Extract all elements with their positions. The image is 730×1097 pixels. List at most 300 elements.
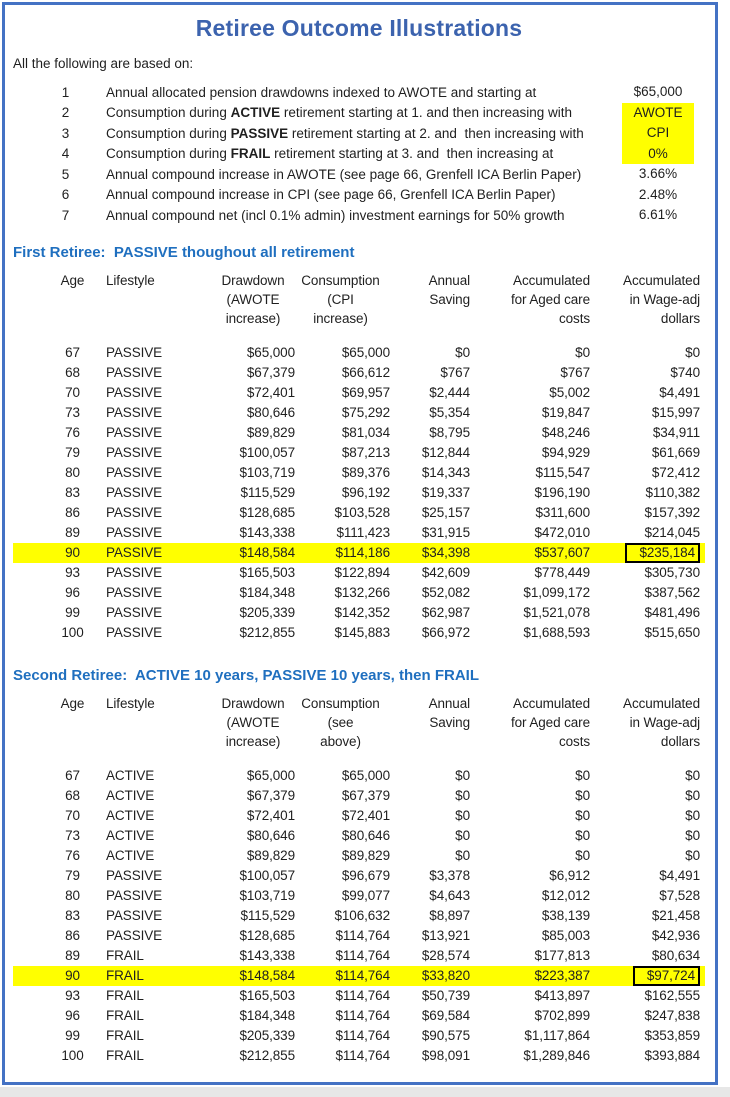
cell-annual-saving: $90,575 xyxy=(421,1028,470,1043)
cell-age: 86 xyxy=(65,505,80,520)
assumption-text-prefix: Annual compound increase in AWOTE (see page 66, Grenfell ICA Berlin Paper) xyxy=(106,166,582,182)
cell-age: 90 xyxy=(40,966,105,986)
cell-drawdown: $67,379 xyxy=(246,788,295,803)
cell-age: 68 xyxy=(65,365,80,380)
cell-lifestyle: PASSIVE xyxy=(106,445,163,460)
cell-wage-adj: $0 xyxy=(685,848,700,863)
cell-drawdown: $80,646 xyxy=(246,405,295,420)
cell-age: 86 xyxy=(65,928,80,943)
cell-drawdown: $184,348 xyxy=(239,585,295,600)
row-spacer xyxy=(13,363,40,383)
cell-age: 96 xyxy=(65,585,80,600)
cell-age: 68 xyxy=(65,788,80,803)
row-spacer xyxy=(13,503,40,523)
assumption-text xyxy=(106,85,536,100)
assumption-row xyxy=(13,164,705,185)
column-header-wage-adj xyxy=(595,694,705,751)
cell-age: 83 xyxy=(65,485,80,500)
header-line: Saving xyxy=(429,291,470,307)
column-header-age xyxy=(40,694,105,751)
cell-consumption: $80,646 xyxy=(341,828,390,843)
cell-wage-adj: $393,884 xyxy=(644,1048,700,1063)
cell-wage-adj: $0 xyxy=(685,828,700,843)
table-header-row xyxy=(13,271,705,328)
cell-drawdown: $100,057 xyxy=(239,445,295,460)
assumption-value: 3.66% xyxy=(638,166,678,181)
assumption-number: 6 xyxy=(61,187,70,203)
cell-annual-saving: $33,820 xyxy=(395,966,475,986)
assumption-text-suffix: retirement starting at 2. and then increasing with xyxy=(288,125,584,141)
cell-wage-adj: $387,562 xyxy=(644,585,700,600)
cell-wage-adj: $61,669 xyxy=(651,445,700,460)
cell-annual-saving: $0 xyxy=(455,828,470,843)
cell-wage-adj: $4,491 xyxy=(659,868,700,883)
cell-drawdown: $72,401 xyxy=(246,385,295,400)
row-spacer xyxy=(13,1046,40,1066)
cell-consumption: $103,528 xyxy=(334,505,390,520)
cell-consumption: $114,764 xyxy=(335,1048,390,1063)
cell-age: 70 xyxy=(65,808,80,823)
cell-lifestyle: PASSIVE xyxy=(105,543,220,563)
cell-consumption: $114,764 xyxy=(335,1028,390,1043)
cell-drawdown: $65,000 xyxy=(246,345,295,360)
cell-wage-adj: $0 xyxy=(685,808,700,823)
cell-wage-adj: $21,458 xyxy=(651,908,700,923)
assumption-text-prefix: Annual allocated pension drawdowns indexed to AWOTE and starting at xyxy=(106,84,537,100)
cell-drawdown: $103,719 xyxy=(239,888,295,903)
assumption-value: 6.61% xyxy=(638,207,678,222)
cell-drawdown: $115,529 xyxy=(240,485,295,500)
cell-drawdown: $89,829 xyxy=(246,848,295,863)
row-spacer xyxy=(13,986,40,1006)
cell-age: 100 xyxy=(61,625,84,640)
header-line: dollars xyxy=(660,733,700,749)
row-spacer xyxy=(13,806,40,826)
row-spacer xyxy=(13,1026,40,1046)
header-line: costs xyxy=(558,310,590,326)
cell-wage-adj: $0 xyxy=(685,788,700,803)
cell-consumption: $87,213 xyxy=(341,445,390,460)
table-row xyxy=(13,443,705,463)
gap-cell xyxy=(13,328,705,343)
header-line: in Wage-adj xyxy=(629,714,700,730)
header-line: (see xyxy=(327,714,354,730)
cell-age: 70 xyxy=(65,385,80,400)
table-row xyxy=(13,563,705,583)
cell-annual-saving: $28,574 xyxy=(421,948,470,963)
cell-aged-care: $702,899 xyxy=(534,1008,590,1023)
cell-lifestyle: PASSIVE xyxy=(106,465,163,480)
cell-annual-saving: $4,643 xyxy=(429,888,470,903)
cell-annual-saving: $8,795 xyxy=(429,425,470,440)
cell-age: 96 xyxy=(65,1008,80,1023)
cell-aged-care: $0 xyxy=(575,788,590,803)
column-header-consumption xyxy=(300,271,395,328)
cell-wage-adj: $162,555 xyxy=(644,988,700,1003)
header-spacer xyxy=(13,694,40,751)
cell-lifestyle: PASSIVE xyxy=(106,908,163,923)
cell-age: 93 xyxy=(65,988,80,1003)
assumption-text xyxy=(106,187,556,202)
cell-consumption: $65,000 xyxy=(341,768,390,783)
cell-wage-adj: $110,382 xyxy=(645,485,700,500)
cell-annual-saving: $34,398 xyxy=(395,543,475,563)
header-line: dollars xyxy=(660,310,700,326)
cell-age: 90 xyxy=(40,543,105,563)
header-line: increase) xyxy=(225,310,281,326)
cell-consumption: $142,352 xyxy=(334,605,390,620)
header-line: for Aged care xyxy=(510,291,590,307)
retiree-section xyxy=(13,244,705,643)
column-header-wage-adj xyxy=(595,271,705,328)
cell-drawdown: $65,000 xyxy=(246,768,295,783)
assumption-text xyxy=(106,167,581,182)
table-body xyxy=(13,751,705,1066)
header-line: increase) xyxy=(313,310,368,326)
column-header-consumption xyxy=(300,694,395,751)
cell-lifestyle: FRAIL xyxy=(106,1048,144,1063)
table-row xyxy=(13,846,705,866)
cell-lifestyle: PASSIVE xyxy=(106,345,163,360)
cell-wage-adj xyxy=(595,966,705,986)
cell-drawdown: $67,379 xyxy=(246,365,295,380)
cell-lifestyle: PASSIVE xyxy=(106,425,163,440)
row-spacer xyxy=(13,483,40,503)
cell-aged-care: $38,139 xyxy=(541,908,590,923)
table-row xyxy=(13,503,705,523)
retiree-section xyxy=(13,667,705,1066)
header-line: Consumption xyxy=(301,272,380,288)
cell-consumption: $66,612 xyxy=(341,365,390,380)
table-row xyxy=(13,343,705,363)
row-spacer xyxy=(13,443,40,463)
cell-consumption: $114,186 xyxy=(300,543,395,563)
cell-aged-care: $767 xyxy=(560,365,590,380)
cell-aged-care: $94,929 xyxy=(541,445,590,460)
table-header xyxy=(13,271,705,328)
table-row xyxy=(13,766,705,786)
assumption-number: 2 xyxy=(61,105,70,121)
cell-consumption: $145,883 xyxy=(334,625,390,640)
cell-wage-adj: $740 xyxy=(670,365,700,380)
cell-lifestyle: ACTIVE xyxy=(106,828,155,843)
cell-consumption: $89,376 xyxy=(341,465,390,480)
cell-consumption: $69,957 xyxy=(341,385,390,400)
header-line: above) xyxy=(320,733,361,749)
cell-aged-care: $12,012 xyxy=(541,888,590,903)
cell-age: 100 xyxy=(61,1048,84,1063)
intro-text: All the following are based on: xyxy=(13,56,194,71)
assumption-text xyxy=(106,126,584,141)
row-spacer xyxy=(13,906,40,926)
cell-aged-care: $0 xyxy=(575,828,590,843)
header-line: Annual xyxy=(428,272,470,288)
cell-annual-saving: $0 xyxy=(455,808,470,823)
assumption-text-prefix: Consumption during xyxy=(106,125,231,141)
cell-age: 73 xyxy=(65,405,80,420)
header-line: Saving xyxy=(429,714,470,730)
cell-annual-saving: $25,157 xyxy=(421,505,470,520)
cell-aged-care: $1,289,846 xyxy=(523,1048,590,1063)
column-header-aged-care xyxy=(475,694,595,751)
cell-aged-care: $5,002 xyxy=(549,385,590,400)
cell-aged-care: $196,190 xyxy=(534,485,590,500)
header-line: Accumulated xyxy=(623,272,700,288)
table-row xyxy=(13,383,705,403)
cell-age: 79 xyxy=(65,445,80,460)
cell-lifestyle: PASSIVE xyxy=(106,928,163,943)
table-row xyxy=(13,866,705,886)
cell-annual-saving: $98,091 xyxy=(421,1048,470,1063)
cell-lifestyle: PASSIVE xyxy=(106,485,163,500)
retiree-table xyxy=(13,271,705,643)
cell-lifestyle: ACTIVE xyxy=(106,808,155,823)
header-line: Accumulated xyxy=(513,272,590,288)
cell-aged-care: $0 xyxy=(575,345,590,360)
cell-lifestyle: PASSIVE xyxy=(106,605,163,620)
cell-age: 73 xyxy=(65,828,80,843)
cell-consumption: $75,292 xyxy=(341,405,390,420)
row-spacer xyxy=(13,423,40,443)
cell-wage-adj: $481,496 xyxy=(644,605,700,620)
cell-lifestyle: FRAIL xyxy=(106,1008,144,1023)
assumptions-list xyxy=(13,82,705,226)
assumption-bold-term: ACTIVE xyxy=(230,105,281,121)
assumption-row xyxy=(13,185,705,206)
cell-annual-saving: $767 xyxy=(440,365,470,380)
assumption-row xyxy=(13,205,705,226)
table-row xyxy=(13,1026,705,1046)
cell-wage-adj: $15,997 xyxy=(651,405,700,420)
cell-annual-saving: $12,844 xyxy=(421,445,470,460)
cell-wage-adj: $0 xyxy=(685,345,700,360)
cell-lifestyle: PASSIVE xyxy=(106,888,163,903)
header-line: Accumulated xyxy=(513,695,590,711)
assumption-row xyxy=(13,123,705,144)
row-spacer xyxy=(13,826,40,846)
cell-drawdown: $184,348 xyxy=(239,1008,295,1023)
cell-aged-care: $115,547 xyxy=(535,465,590,480)
header-line: Lifestyle xyxy=(106,695,155,711)
assumption-row xyxy=(13,103,705,124)
cell-lifestyle: PASSIVE xyxy=(106,525,163,540)
table-row xyxy=(13,403,705,423)
cell-consumption: $67,379 xyxy=(341,788,390,803)
assumption-number: 7 xyxy=(61,207,70,223)
cell-age: 80 xyxy=(65,888,80,903)
cell-annual-saving: $5,354 xyxy=(429,405,470,420)
boxed-value: $235,184 xyxy=(625,543,700,563)
cell-wage-adj: $353,859 xyxy=(644,1028,700,1043)
assumption-number: 3 xyxy=(61,125,70,141)
cell-drawdown: $128,685 xyxy=(239,505,295,520)
cell-consumption: $114,764 xyxy=(300,966,395,986)
row-spacer xyxy=(13,583,40,603)
cell-wage-adj: $4,491 xyxy=(659,385,700,400)
cell-drawdown: $205,339 xyxy=(239,1028,295,1043)
cell-lifestyle: FRAIL xyxy=(106,988,144,1003)
column-header-lifestyle xyxy=(105,271,220,328)
cell-annual-saving: $66,972 xyxy=(421,625,470,640)
assumption-number: 4 xyxy=(61,146,70,162)
cell-age: 89 xyxy=(65,948,80,963)
cell-lifestyle: PASSIVE xyxy=(106,405,163,420)
cell-drawdown: $100,057 xyxy=(239,868,295,883)
row-spacer xyxy=(13,543,40,563)
cell-drawdown: $205,339 xyxy=(239,605,295,620)
table-row xyxy=(13,523,705,543)
cell-age: 80 xyxy=(65,465,80,480)
cell-drawdown: $143,338 xyxy=(239,948,295,963)
cell-drawdown: $115,529 xyxy=(240,908,295,923)
row-spacer xyxy=(13,343,40,363)
cell-consumption: $81,034 xyxy=(341,425,390,440)
row-spacer xyxy=(13,603,40,623)
cell-annual-saving: $0 xyxy=(455,768,470,783)
row-spacer xyxy=(13,403,40,423)
header-line: Annual xyxy=(428,695,470,711)
row-spacer xyxy=(13,926,40,946)
row-spacer xyxy=(13,786,40,806)
cell-aged-care: $19,847 xyxy=(541,405,590,420)
header-line: Age xyxy=(60,272,85,288)
cell-consumption: $96,679 xyxy=(341,868,390,883)
row-spacer xyxy=(13,563,40,583)
cell-age: 99 xyxy=(65,1028,80,1043)
cell-aged-care: $1,117,864 xyxy=(524,1028,590,1043)
assumption-text-suffix: retirement starting at 1. and then increasing with xyxy=(280,105,572,121)
header-line: increase) xyxy=(225,733,281,749)
assumption-row xyxy=(13,144,705,165)
cell-aged-care: $472,010 xyxy=(534,525,590,540)
cell-age: 76 xyxy=(65,425,80,440)
cell-lifestyle: FRAIL xyxy=(105,966,220,986)
cell-aged-care: $0 xyxy=(575,768,590,783)
header-line: Drawdown xyxy=(221,695,285,711)
section-heading: Second Retiree: ACTIVE 10 years, PASSIVE 10 years, then FRAIL xyxy=(13,666,480,684)
assumption-text-prefix: Annual compound increase in CPI (see page 66, Grenfell ICA Berlin Paper) xyxy=(106,187,556,203)
cell-annual-saving: $2,444 xyxy=(429,385,470,400)
cell-drawdown: $72,401 xyxy=(246,808,295,823)
header-line: in Wage-adj xyxy=(629,291,700,307)
header-line: (CPI xyxy=(327,291,354,307)
cell-aged-care: $6,912 xyxy=(549,868,590,883)
assumption-text-prefix: Consumption during xyxy=(106,146,231,162)
cell-lifestyle: PASSIVE xyxy=(106,505,163,520)
table-row xyxy=(13,483,705,503)
column-header-aged-care xyxy=(475,271,595,328)
cell-lifestyle: PASSIVE xyxy=(106,585,163,600)
cell-wage-adj: $157,392 xyxy=(644,505,700,520)
cell-annual-saving: $13,921 xyxy=(421,928,470,943)
column-header-age xyxy=(40,271,105,328)
cell-annual-saving: $0 xyxy=(455,345,470,360)
cell-consumption: $114,764 xyxy=(335,928,390,943)
cell-age: 83 xyxy=(65,908,80,923)
row-spacer xyxy=(13,966,40,986)
cell-consumption: $111,423 xyxy=(336,525,390,540)
cell-age: 67 xyxy=(65,345,80,360)
section-heading: First Retiree: PASSIVE thoughout all retirement xyxy=(13,243,355,261)
assumption-number: 5 xyxy=(61,166,70,182)
cell-lifestyle: PASSIVE xyxy=(106,868,163,883)
cell-lifestyle: PASSIVE xyxy=(106,385,163,400)
cell-consumption: $114,764 xyxy=(335,988,390,1003)
cell-age: 67 xyxy=(65,768,80,783)
table-row xyxy=(13,1006,705,1026)
column-header-annual-saving xyxy=(395,271,475,328)
cell-drawdown: $103,719 xyxy=(239,465,295,480)
row-spacer xyxy=(13,623,40,643)
cell-wage-adj: $72,412 xyxy=(651,465,700,480)
cell-drawdown: $128,685 xyxy=(239,928,295,943)
row-spacer xyxy=(13,383,40,403)
table-row xyxy=(13,946,705,966)
cell-aged-care: $223,387 xyxy=(475,966,595,986)
table-row xyxy=(13,886,705,906)
header-gap-row xyxy=(13,751,705,766)
cell-aged-care: $1,521,078 xyxy=(523,605,590,620)
row-spacer xyxy=(13,866,40,886)
cell-annual-saving: $62,987 xyxy=(421,605,470,620)
cell-lifestyle: FRAIL xyxy=(106,948,144,963)
cell-lifestyle: PASSIVE xyxy=(106,365,163,380)
cell-wage-adj: $42,936 xyxy=(651,928,700,943)
header-line: Age xyxy=(60,695,85,711)
cell-drawdown: $148,584 xyxy=(220,966,300,986)
cell-drawdown: $89,829 xyxy=(246,425,295,440)
assumption-bold-term: FRAIL xyxy=(230,146,271,162)
cell-wage-adj: $0 xyxy=(685,768,700,783)
table-body xyxy=(13,328,705,643)
document-frame xyxy=(2,2,718,1085)
table-header xyxy=(13,694,705,751)
row-spacer xyxy=(13,846,40,866)
assumption-value: AWOTE xyxy=(622,103,694,124)
cell-age: 79 xyxy=(65,868,80,883)
table-row xyxy=(13,423,705,443)
header-spacer xyxy=(13,271,40,328)
cell-annual-saving: $14,343 xyxy=(421,465,470,480)
cell-drawdown: $80,646 xyxy=(246,828,295,843)
header-line: Drawdown xyxy=(221,272,285,288)
cell-consumption: $114,764 xyxy=(335,1008,390,1023)
header-line: (AWOTE xyxy=(226,291,280,307)
column-header-annual-saving xyxy=(395,694,475,751)
cell-aged-care: $85,003 xyxy=(541,928,590,943)
assumption-text-prefix: Annual compound net (incl 0.1% admin) investment earnings for 50% growth xyxy=(106,207,565,223)
row-spacer xyxy=(13,946,40,966)
assumption-text-suffix: retirement starting at 3. and then increasing at xyxy=(270,146,554,162)
cell-aged-care: $1,099,172 xyxy=(523,585,590,600)
assumption-bold-term: PASSIVE xyxy=(230,125,289,141)
cell-lifestyle: PASSIVE xyxy=(106,565,163,580)
table-row xyxy=(13,906,705,926)
table-row xyxy=(13,623,705,643)
cell-drawdown: $212,855 xyxy=(239,1048,295,1063)
table-row xyxy=(13,583,705,603)
cell-annual-saving: $0 xyxy=(455,788,470,803)
bottom-strip xyxy=(0,1087,730,1097)
assumption-number: 1 xyxy=(61,84,70,100)
cell-wage-adj: $305,730 xyxy=(644,565,700,580)
cell-wage-adj: $80,634 xyxy=(651,948,700,963)
header-line: for Aged care xyxy=(510,714,590,730)
assumption-text xyxy=(106,105,572,120)
table-row xyxy=(13,603,705,623)
table-row xyxy=(13,463,705,483)
table-row xyxy=(13,786,705,806)
